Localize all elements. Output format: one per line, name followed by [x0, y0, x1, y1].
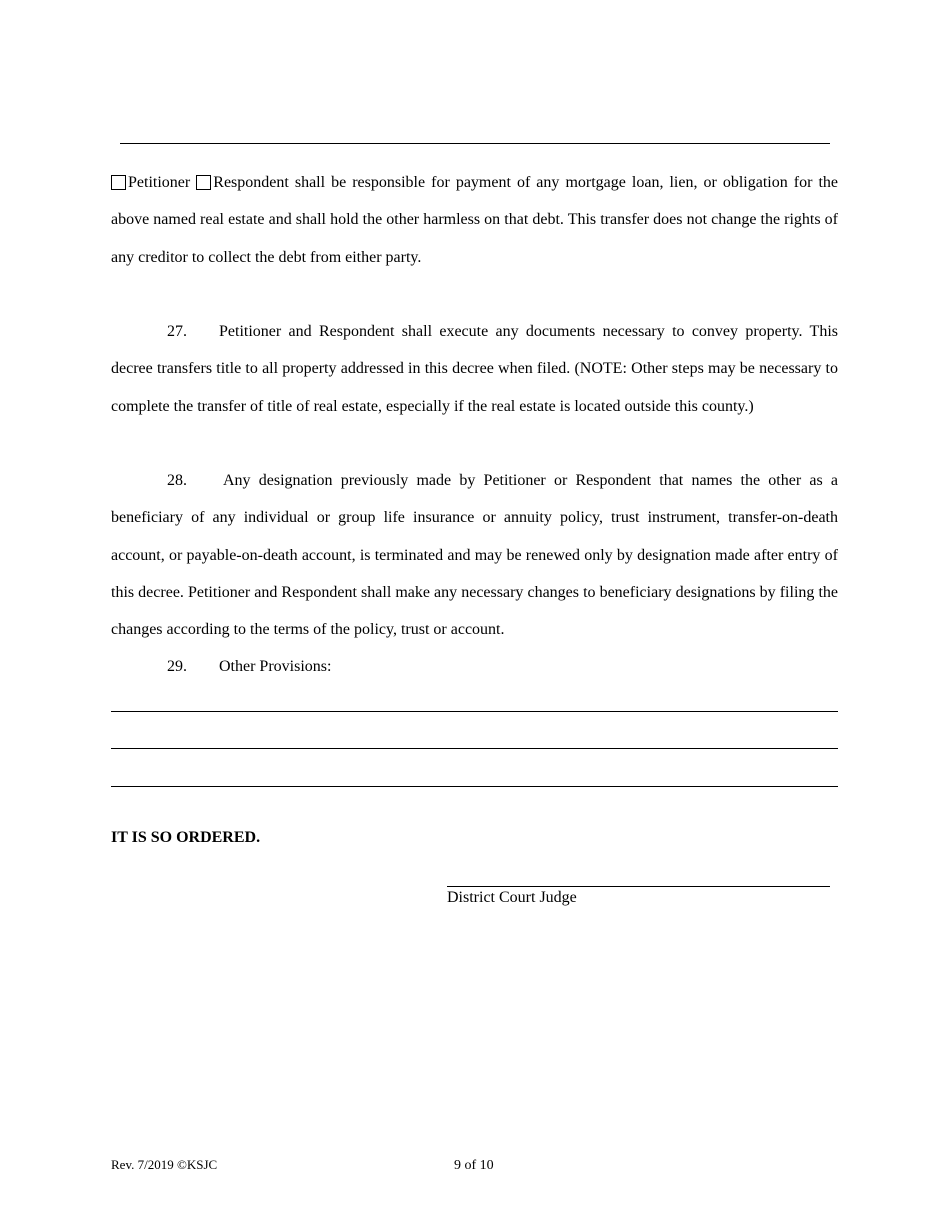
other-provisions-line-3[interactable] — [111, 786, 838, 787]
real-estate-description-line[interactable] — [120, 143, 830, 144]
judge-signature-label: District Court Judge — [447, 889, 577, 906]
responsibility-text: Respondent shall be responsible for payment of any mortgage loan, lien, or obligation for the above named real estate and shall hold the other harmless on that debt. This transfer does not change the rights of any creditor to collect the debt from either party. — [111, 174, 839, 266]
paragraph-29 — [111, 648, 838, 685]
judge-signature-line[interactable] — [447, 886, 830, 887]
paragraph-28-text: Any designation previously made by Petitioner or Respondent that names the other as a beneficiary of any individual or group life insurance or annuity policy, trust instrument, transfer-on-death account, or payable-on-death account, is terminated and may be renewed only by designation made after entry of this decree. Petitioner and Respondent shall make any necessary changes to beneficiary designations by filing the changes according to the terms of the policy, trust or account. — [111, 472, 838, 639]
order-statement: IT IS SO ORDERED. — [111, 829, 261, 846]
paragraph-27-text: Petitioner and Respondent shall execute any documents necessary to convey property. This decree transfers title to all property addressed in this decree when filed. (NOTE: Other steps may be necessary to complete the transfer of title of real estate, especially if the real estate is located outside this county.) — [111, 323, 838, 415]
other-provisions-line-2[interactable] — [111, 748, 838, 749]
revision-footer: Rev. 7/2019 ©KSJC — [111, 1157, 218, 1172]
page-number: 9 of 10 — [454, 1158, 494, 1173]
paragraph-28-number: 28. — [167, 472, 187, 489]
paragraph-28 — [111, 462, 838, 648]
paragraph-27-number: 27. — [167, 323, 187, 340]
petitioner-checkbox-label: Petitioner — [128, 174, 191, 191]
responsibility-paragraph — [111, 164, 838, 276]
respondent-checkbox[interactable] — [196, 175, 211, 190]
petitioner-checkbox[interactable] — [111, 175, 126, 190]
paragraph-29-text: Other Provisions: — [219, 658, 332, 675]
paragraph-29-number: 29. — [167, 658, 187, 675]
paragraph-27 — [111, 313, 838, 425]
other-provisions-line-1[interactable] — [111, 711, 838, 712]
